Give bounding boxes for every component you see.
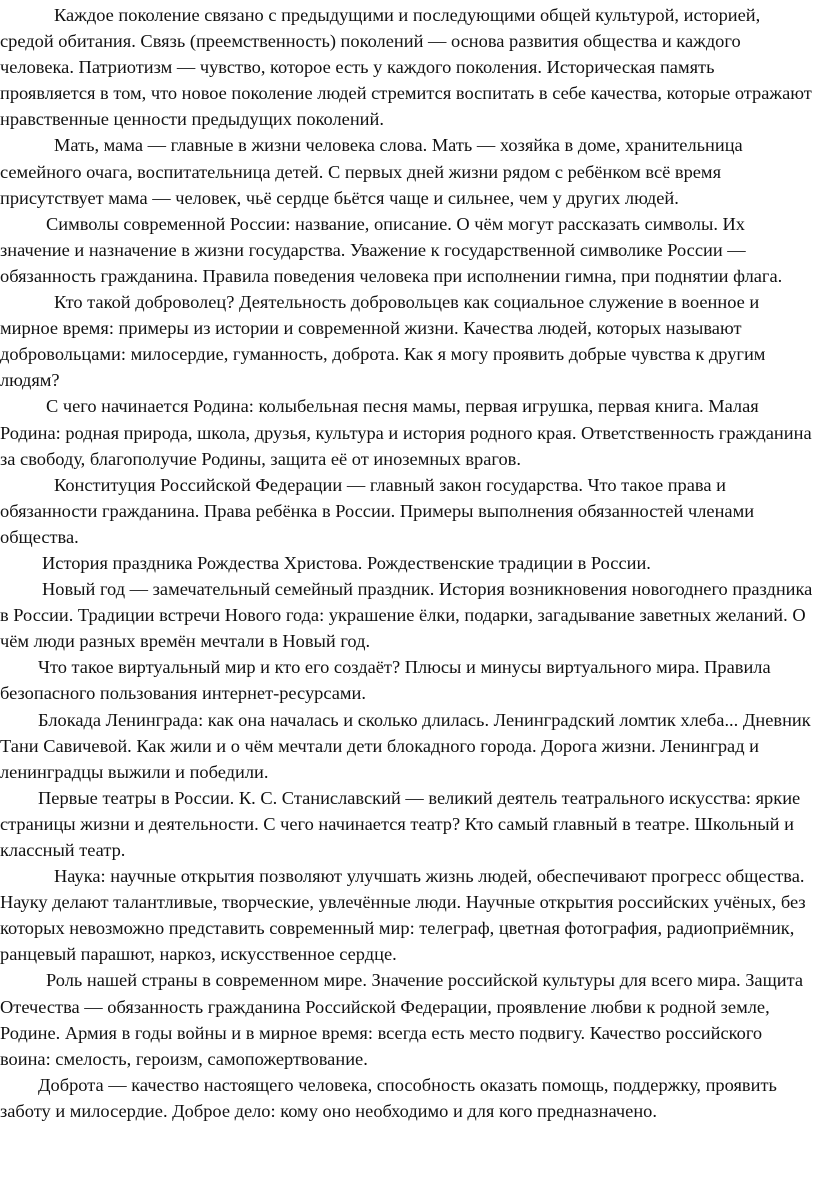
paragraph-christmas: История праздника Рождества Христова. Рождественские традиции в России. [42, 552, 651, 573]
paragraph-generations: Каждое поколение связано с предыдущими и последующими общей культурой, историей, средой обитания. Связь (преемственность) поколений — основа развития общества и каждого человека. Патриотизм — чувство, которое есть у каждого поколения. Историческая память проявляется в том, что новое поколение людей стремится воспитать в себе качества, которые отражают нравственные ценности предыдущих поколений. [0, 5, 812, 130]
paragraph-mother: Мать, мама — главные в жизни человека слова. Мать — хозяйка в доме, хранительница семейного очага, воспитательница детей. С первых дней жизни рядом с ребёнком всё время присутствует мама — человек, чьё сердце бьётся чаще и сильнее, чем у других людей. [0, 135, 743, 208]
paragraph-volunteer: Кто такой доброволец? Деятельность добровольцев как социальное служение в военное и мирное время: примеры из истории и современной жизни. Качества людей, которых называют добровольцами: милосердие, гуманность, доброта. Как я могу проявить добрые чувства к другим людям? [0, 292, 766, 391]
paragraph-state-symbols: Символы современной России: название, описание. О чём могут рассказать символы. Их значение и назначение в жизни государства. Уважение к государственной символике России — обязанность гражданина. Правила поведения человека при исполнении гимна, при поднятии флага. [0, 213, 783, 286]
paragraph-country-role: Роль нашей страны в современном мире. Значение российской культуры для всего мира. Защита Отечества — обязанность гражданина Российской Федерации, проявление любви к родной земле, Родине. Армия в годы войны и в мирное время: всегда есть место подвигу. Качество российского воина: смелость, героизм, самопожертвование. [0, 970, 803, 1069]
paragraph-new-year: Новый год — замечательный семейный праздник. История возникновения новогоднего праздника в России. Традиции встречи Нового года: украшение ёлки, подарки, загадывание заветных желаний. О чём люди разных времён мечтали в Новый год. [0, 579, 813, 652]
paragraph-virtual-world: Что такое виртуальный мир и кто его создаёт? Плюсы и минусы виртуального мира. Правила безопасного пользования интернет-ресурсами. [0, 657, 771, 704]
paragraph-constitution: Конституция Российской Федерации — главный закон государства. Что такое права и обязанности гражданина. Права ребёнка в России. Примеры выполнения обязанностей членами общества. [0, 474, 755, 547]
paragraph-leningrad-blockade: Блокада Ленинграда: как она началась и сколько длилась. Ленинградский ломтик хлеба... Дневник Тани Савичевой. Как жили и о чём мечтали дети блокадного города. Дорога жизни. Ленинград и ленинградцы выжили и победили. [0, 709, 811, 782]
paragraph-science: Наука: научные открытия позволяют улучшать жизнь людей, обеспечивают прогресс общества. Науку делают талантливые, творческие, увлечённые люди. Научные открытия российских учёных, без которых невозможно представить современный мир: телеграф, цветная фотография, радиоприёмник, ранцевый парашют, наркоз, искусственное сердце. [0, 866, 806, 965]
paragraph-kindness: Доброта — качество настоящего человека, способность оказать помощь, поддержку, проявить заботу и милосердие. Доброе дело: кому оно необходимо и для кого предназначено. [0, 1074, 777, 1121]
paragraph-motherland: С чего начинается Родина: колыбельная песня мамы, первая игрушка, первая книга. Малая Родина: родная природа, школа, друзья, культура и история родного края. Ответственность гражданина за свободу, благополучие Родины, защита её от иноземных врагов. [0, 396, 812, 469]
paragraph-theatre: Первые театры в России. К. С. Станиславский — великий деятель театрального искусства: яркие страницы жизни и деятельности. С чего начинается театр? Кто самый главный в театре. Школьный и классный театр. [0, 787, 801, 860]
